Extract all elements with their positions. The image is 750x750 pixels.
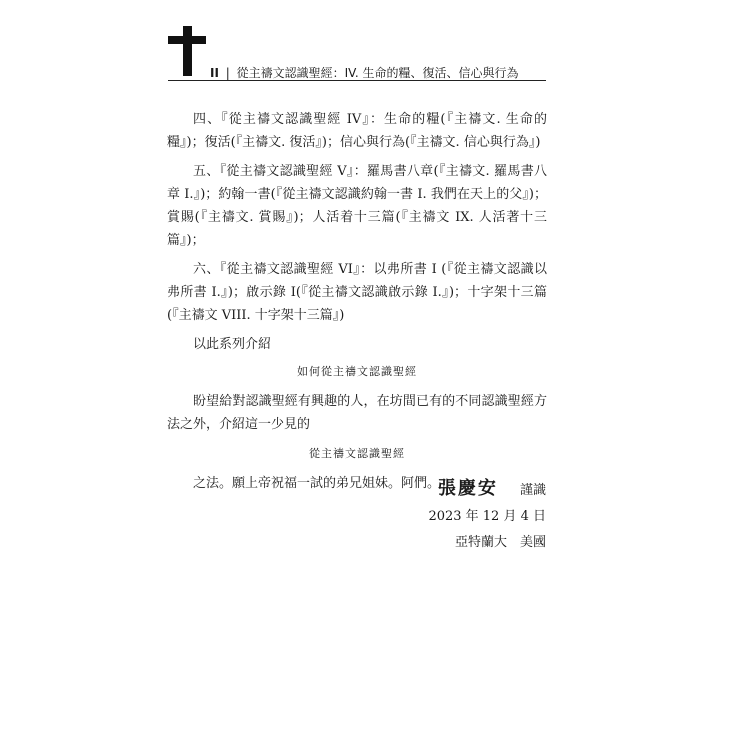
signature-block bbox=[428, 476, 546, 556]
running-header bbox=[210, 64, 518, 81]
signature-date: 2023 年 12 月 4 日 bbox=[428, 509, 546, 524]
header-rule bbox=[168, 80, 546, 81]
running-title: 從主禱文認識聖經：IV. 生命的糧、復活、信心與行為 bbox=[236, 66, 519, 80]
respect-word: 謹識 bbox=[519, 483, 546, 498]
cross-vertical-bar bbox=[183, 26, 192, 76]
header-separator: | bbox=[225, 66, 230, 80]
heading-how-to: 如何從主禱文認識聖經 bbox=[297, 365, 417, 378]
paragraph-hope: 盼望給對認識聖經有興趣的人，在坊間已有的不同認識聖經方法之外，介紹這一少見的 bbox=[167, 394, 547, 432]
intro-line: 以此系列介紹 bbox=[193, 337, 272, 352]
cross-icon bbox=[168, 26, 206, 76]
page-number: II bbox=[210, 66, 219, 80]
closing-line: 之法。願上帝祝福一試的弟兄姐妹。阿們。 bbox=[193, 476, 441, 491]
body-text bbox=[167, 108, 547, 499]
signature-place: 亞特蘭大 美國 bbox=[454, 535, 546, 550]
paragraph-five: 五、『從主禱文認識聖經 V』：羅馬書八章(『主禱文. 羅馬書八章 I.』)；約翰一書(『從主禱文認識約翰一書 I. 我們在天上的父』)；賞賜(『主禱文. 賞賜』)；人活着十三篇(『主禱文 IX. 人活著十三篇』)； bbox=[167, 164, 547, 248]
paragraph-six: 六、『從主禱文認識聖經 VI』：以弗所書 I (『從主禱文認識以弗所書 I.』)；啟示錄 I(『從主禱文認識啟示錄 I.』)；十字架十三篇(『主禱文 VIII. 十字架十三篇』) bbox=[167, 262, 547, 323]
author-name: 張慶安 bbox=[437, 478, 498, 499]
cross-horizontal-bar bbox=[168, 36, 206, 44]
signature-line bbox=[428, 476, 546, 504]
paragraph-four: 四、『從主禱文認識聖經 IV』：生命的糧(『主禱文. 生命的糧』)；復活(『主禱文. 復活』)；信心與行為(『主禱文. 信心與行為』) bbox=[167, 112, 547, 150]
heading-method: 從主禱文認識聖經 bbox=[309, 447, 405, 460]
